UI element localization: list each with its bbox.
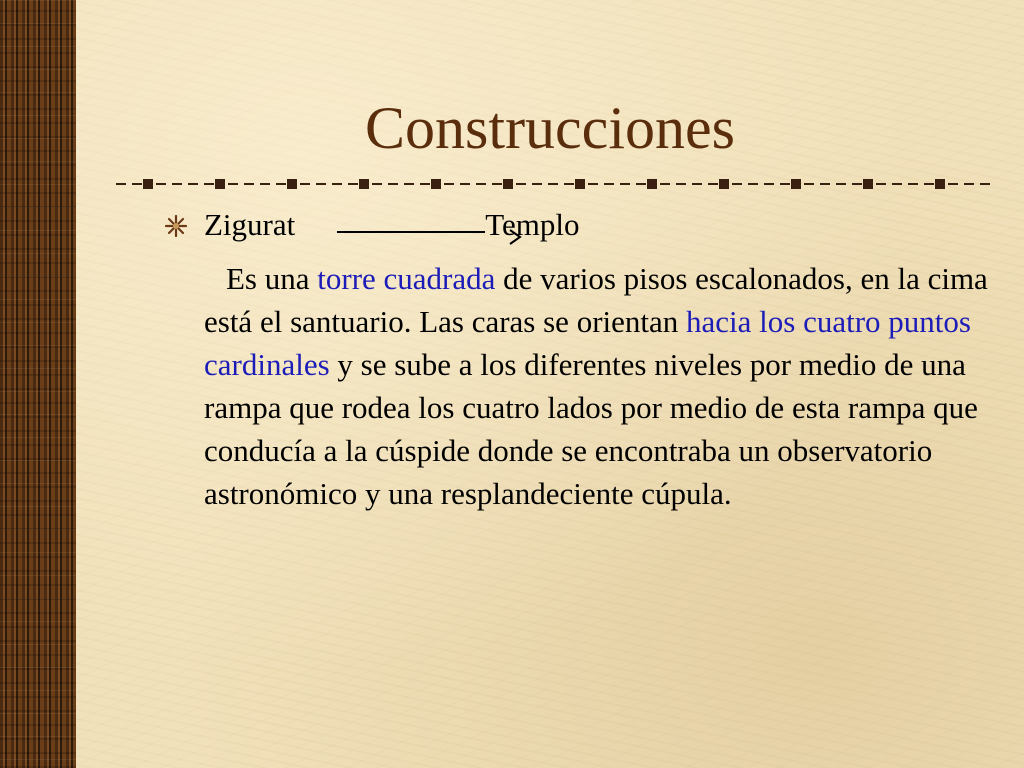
star-bullet-icon [164, 214, 188, 238]
highlight-torre-cuadrada: torre cuadrada [317, 261, 496, 296]
bullet-line [204, 203, 1004, 247]
paragraph-part-2: de varios pisos escalonados, en la cima está el santuario. Las caras se orientan [204, 261, 988, 339]
right-term: Templo [485, 207, 580, 242]
paragraph-part-3: y se sube a los diferentes niveles por medio de una rampa que rodea los cuatro lados por medio de esta rampa que conducía a la cúspide donde se encontraba un observatorio astronómico y una resplandeciente cúpula. [204, 347, 978, 511]
left-term: Zigurat [204, 207, 296, 242]
body-paragraph [204, 257, 1024, 515]
paragraph-part-1: Es una [226, 261, 318, 296]
slide-title: Construcciones [365, 95, 735, 161]
ornament-divider [116, 174, 992, 194]
wood-texture-strip [0, 0, 76, 768]
arrow-head-icon [508, 228, 526, 246]
blank-line-arrow [337, 203, 485, 233]
highlight-puntos-cardinales: hacia los cuatro puntos cardinales [204, 304, 971, 382]
